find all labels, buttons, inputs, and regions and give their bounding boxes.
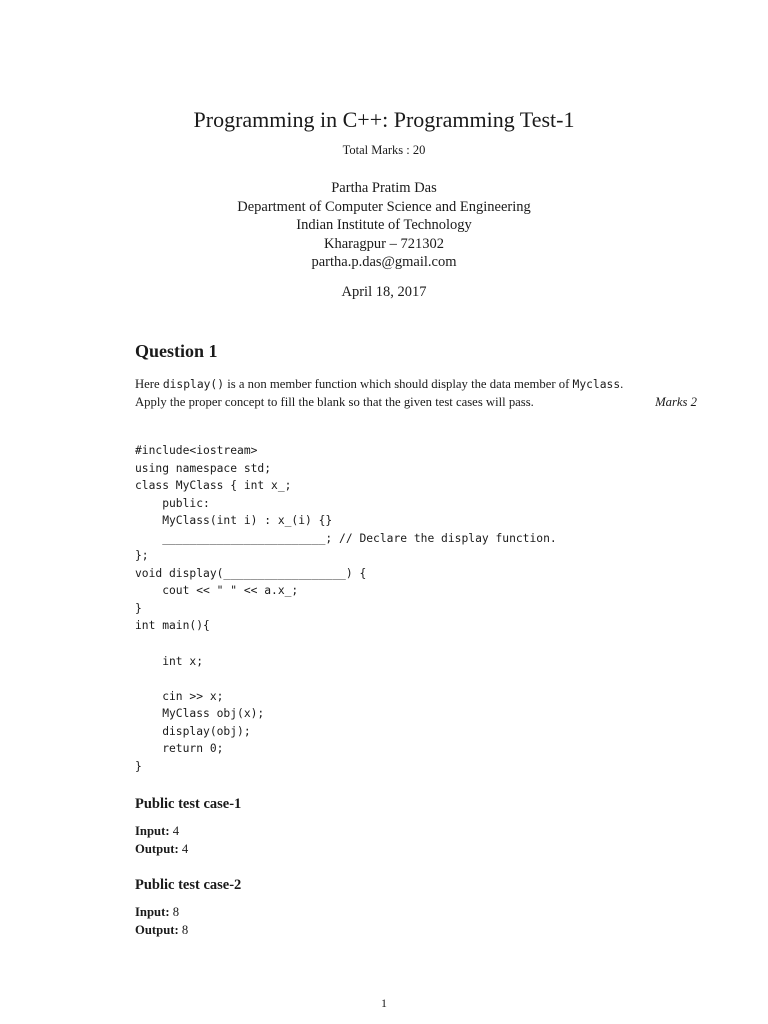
test-case-1-heading: Public test case-1: [135, 796, 242, 812]
test-case-1-input: [135, 823, 179, 840]
author-department: Department of Computer Science and Engineering: [237, 198, 531, 215]
question-marks: Marks 2: [655, 395, 697, 409]
question-text-segment: is a non member function which should display the data member of: [224, 377, 573, 391]
author-block: [0, 179, 768, 272]
document-date: April 18, 2017: [341, 284, 427, 300]
question-heading: Question 1: [135, 341, 218, 361]
test-case-2-output: [135, 922, 188, 939]
output-label: Output:: [135, 923, 179, 937]
input-label: Input:: [135, 824, 170, 838]
author-institute: Indian Institute of Technology: [296, 217, 472, 233]
question-text-segment: Here: [135, 377, 163, 391]
total-marks: Total Marks : 20: [342, 143, 426, 157]
test-case-1-output: [135, 841, 188, 858]
input-value: 8: [172, 905, 180, 919]
code-listing: #include<iostream> using namespace std; class MyClass { int x_; public: MyClass(int i) : x_(i) {} ________________________; // Declare the display function. }; void display(__________________) { cout << " " << a.x_; } int main(){ int x; cin >> x; MyClass obj(x); display(obj); return 0; }: [135, 444, 557, 773]
page-number: 1: [381, 996, 387, 1010]
author-email: partha.p.das@gmail.com: [311, 254, 457, 270]
output-label: Output:: [135, 842, 179, 856]
question-text-line-1: [135, 375, 697, 394]
input-value: 4: [172, 824, 180, 838]
author-location: Kharagpur – 721302: [323, 235, 444, 252]
question-text-line-2: Apply the proper concept to fill the blank so that the given test cases will pass.: [135, 395, 534, 409]
output-value: 8: [181, 923, 189, 937]
question-text-segment: .: [620, 377, 624, 391]
test-case-2-input: [135, 904, 179, 921]
inline-code-display: display(): [162, 378, 225, 391]
test-case-2-heading: Public test case-2: [135, 877, 242, 893]
input-label: Input:: [135, 905, 170, 919]
author-name: Partha Pratim Das: [331, 180, 437, 196]
document-title: Programming in C++: Programming Test-1: [193, 107, 575, 132]
output-value: 4: [181, 842, 189, 856]
inline-code-myclass: Myclass: [572, 378, 621, 391]
